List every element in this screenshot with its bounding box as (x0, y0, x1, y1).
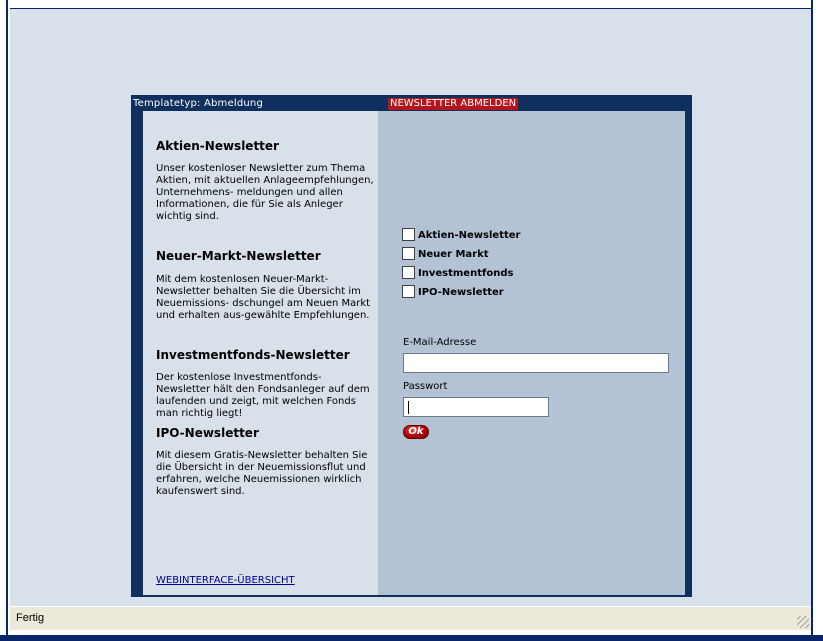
newsletter-unsubscribe-badge: NEWSLETTER ABMELDEN (390, 98, 517, 109)
checkbox-investmentfonds[interactable] (402, 266, 415, 279)
newsletter-descriptions (143, 111, 378, 595)
window-frame-left (0, 0, 8, 641)
text-cursor (408, 401, 409, 414)
window-frame-right (811, 0, 823, 641)
email-field[interactable] (403, 353, 669, 373)
ok-button[interactable] (403, 425, 429, 439)
newsletter-desc-investmentfonds: Der kostenlose Investmentfonds-Newsletter hält den Fondsanleger auf dem laufenden und zeigt, mit welchen Fonds man richtig liegt! (156, 372, 370, 419)
resize-grip-icon[interactable] (797, 616, 809, 628)
newsletter-desc-ipo: Mit diesem Gratis-Newsletter behalten Sie die Übersicht in der Neuemissionsflut und erfahren, welche Neuemissionen wirklich kaufenswert sind. (156, 450, 368, 497)
webinterface-overview-link[interactable]: WEBINTERFACE-ÜBERSICHT (156, 575, 295, 586)
checkbox-label-ipo: IPO-Newsletter (418, 287, 504, 298)
password-field[interactable] (403, 397, 549, 417)
checkbox-label-neuer-markt: Neuer Markt (418, 249, 489, 260)
newsletter-title-investmentfonds: Investmentfonds-Newsletter (156, 348, 350, 362)
checkbox-ipo[interactable] (402, 285, 415, 298)
newsletter-panel (131, 95, 692, 597)
window-frame-top (0, 0, 823, 8)
ok-button-label: Ok (408, 426, 424, 437)
status-text: Fertig (16, 612, 45, 624)
checkbox-neuer-markt[interactable] (402, 247, 415, 260)
newsletter-desc-aktien: Unser kostenloser Newsletter zum Thema Aktien, mit aktuellen Anlageempfehlungen, Unternehmens- meldungen und allen Informationen, die für Sie als Anleger wichtig sind. (156, 163, 374, 222)
newsletter-title-neuer-markt: Neuer-Markt-Newsletter (156, 249, 321, 263)
template-type-label: Templatetyp: Abmeldung (133, 98, 263, 109)
status-bar (10, 606, 811, 630)
checkbox-label-aktien: Aktien-Newsletter (418, 230, 521, 241)
newsletter-desc-neuer-markt: Mit dem kostenlosen Neuer-Markt-Newsletter behalten Sie die Übersicht im Neuemissions- dschungel am Neuen Markt und erhalten aus-gewählte Empfehlungen. (156, 274, 371, 321)
newsletter-title-aktien: Aktien-Newsletter (156, 139, 279, 153)
password-label: Passwort (403, 381, 448, 392)
checkbox-label-investmentfonds: Investmentfonds (418, 268, 514, 279)
newsletter-title-ipo: IPO-Newsletter (156, 426, 259, 440)
window-frame-bottom (0, 635, 823, 641)
unsubscribe-form (378, 111, 685, 595)
email-label: E-Mail-Adresse (403, 337, 477, 348)
panel-header (131, 95, 692, 111)
checkbox-aktien[interactable] (402, 228, 415, 241)
